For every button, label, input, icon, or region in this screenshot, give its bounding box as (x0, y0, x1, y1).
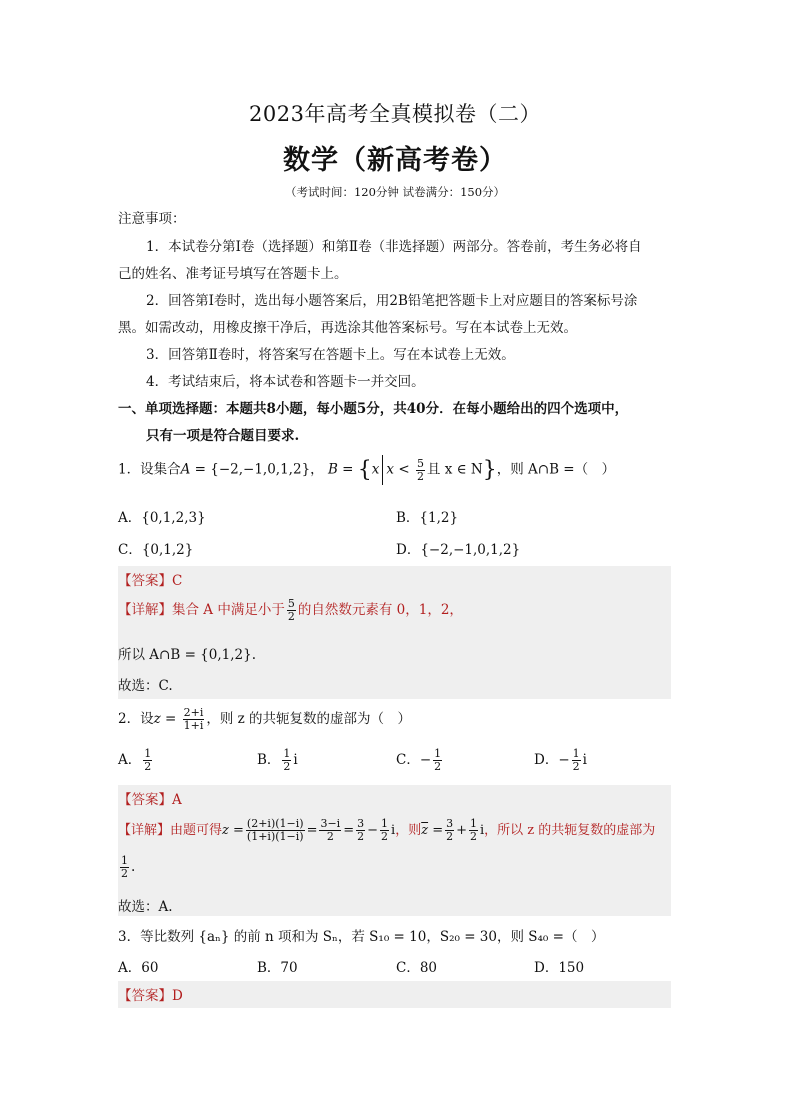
q1-set-bar (382, 455, 383, 485)
question-3-stem: 3．等比数列 {aₙ} 的前 n 项和为 Sₙ，若 S₁₀ = 10，S₂₀ = 30，则 S₄₀ =（ ） (118, 929, 605, 945)
q2-option-a[interactable] (118, 748, 154, 773)
q1-set-a-name: A (180, 461, 191, 478)
q2-fraction (183, 707, 205, 732)
q2-option-a-den: 2 (144, 760, 152, 773)
q2-detail-tag: 【详解】 (118, 823, 171, 838)
q2-option-a-num: 1 (144, 747, 152, 760)
q2-detail-f3-num: 3 (357, 817, 365, 830)
notice-item-3: 3．回答第Ⅱ卷时，将答案写在答题卡上。写在本试卷上无效。 (146, 347, 515, 363)
q1-lt: < (398, 461, 410, 478)
q1-brace-close: } (482, 457, 497, 483)
q1-detail (118, 598, 463, 623)
q2-option-b[interactable] (257, 748, 298, 773)
question-2-stem (118, 707, 411, 732)
q2-option-c-num: 1 (434, 747, 442, 760)
q1-tail: ，则 A∩B =（ ） (496, 461, 616, 478)
q2-prefix: 2．设 (118, 711, 154, 727)
q2-option-b-label: B． (257, 752, 281, 768)
q1-set-b-name: B (327, 461, 338, 478)
q2-detail-f5-den: 2 (446, 830, 454, 843)
q1-option-a[interactable]: A．{0,1,2,3} (118, 510, 206, 526)
q3-answer: 【答案】D (118, 988, 183, 1004)
q2-fraction-den: 1+i (183, 719, 204, 732)
q1-set-b-eq: = (342, 461, 354, 478)
q1-detail-text-2: 的自然数元素有 0，1，2， (297, 602, 463, 618)
q2-option-b-num: 1 (283, 747, 291, 760)
q2-detail-fraction-6 (469, 818, 478, 843)
q2-option-d-den: 2 (572, 760, 580, 773)
q2-option-c-label: C．− (396, 752, 432, 768)
section-heading-line-2: 只有一项是符合题目要求. (146, 428, 300, 444)
q1-option-c[interactable]: C．{0,1,2} (118, 542, 194, 558)
q2-detail-f4-num: 1 (381, 817, 389, 830)
exam-subject: 数学（新高考卷） (283, 145, 507, 176)
q1-var-x-2: x (386, 461, 395, 478)
q2-detail-f1-num: (2+i)(1−i) (246, 817, 304, 830)
q2-option-b-i: i (293, 752, 298, 768)
q2-detail-fraction-4 (380, 818, 389, 843)
q2-detail-last-num: 1 (121, 854, 128, 867)
q2-option-c-fraction (433, 748, 442, 773)
q2-conclusion: 故选：A. (118, 899, 173, 915)
q2-detail-f6-den: 2 (470, 830, 477, 843)
notice-item-2-line-1: 2．回答第Ⅰ卷时，选出每小题答案后，用2B铅笔把答题卡上对应题目的答案标号涂 (146, 293, 638, 309)
q2-detail-f4-den: 2 (381, 830, 389, 843)
q1-detail-fraction (287, 598, 296, 623)
q1-conclusion: 故选：C. (118, 678, 173, 694)
exam-title: 2023年高考全真模拟卷（二） (249, 102, 541, 126)
q3-answer-block (118, 981, 671, 1008)
q2-detail-z: z (222, 823, 229, 838)
q2-answer: 【答案】A (118, 792, 182, 808)
q2-tail: ，则 z 的共轭复数的虚部为（ ） (206, 711, 412, 727)
q1-detail-num: 5 (287, 597, 295, 610)
q1-brace-open: { (357, 457, 372, 483)
q1-answer: 【答案】C (118, 573, 183, 589)
q2-detail-fraction-2 (319, 818, 341, 843)
notice-item-2-line-2: 黑。如需改动，用橡皮擦干净后，再选涂其他答案标号。写在本试卷上无效。 (118, 320, 577, 336)
q2-var-z: z (153, 711, 161, 727)
q1-prefix: 1．设集合 (118, 461, 181, 478)
q2-option-a-fraction (143, 748, 152, 773)
exam-info: （考试时间：120分钟 试卷满分：150分） (284, 185, 506, 199)
q2-detail-f2-num: 3−i (320, 817, 341, 830)
q2-option-d-i: i (582, 752, 587, 768)
q2-detail-text-1: 由题可得 (170, 823, 223, 838)
q2-detail-f1-den: (1+i)(1−i) (246, 830, 304, 843)
question-1-stem (118, 455, 615, 485)
q2-option-d[interactable] (534, 748, 587, 773)
q2-detail-last: $\frac{1}{2}$ . (121, 854, 136, 880)
q1-detail-den: 2 (287, 610, 295, 623)
q1-set-a-value: = {−2,−1,0,1,2}， (194, 461, 324, 478)
q2-option-d-num: 1 (572, 747, 580, 760)
q2-detail-f6-num: 1 (470, 817, 477, 830)
q3-option-d[interactable]: D．150 (534, 960, 585, 976)
q2-option-c[interactable] (396, 748, 444, 773)
q1-fraction-num: 5 (416, 456, 424, 470)
q2-detail-f2-den: 2 (326, 830, 334, 843)
q1-detail-tag: 【详解】 (118, 602, 172, 618)
q1-detail-text-1: 集合 A 中满足小于 (172, 602, 285, 618)
q3-option-c[interactable]: C．80 (396, 960, 438, 976)
q2-detail-fraction-1 (246, 818, 305, 843)
q1-var-x: x (371, 461, 380, 478)
q2-detail-f3-den: 2 (357, 830, 365, 843)
q1-detail-line-2: 所以 A∩B = {0,1,2}. (118, 647, 256, 663)
q2-fraction-num: 2+i (183, 706, 204, 719)
q2-detail-fraction-5 (445, 818, 454, 843)
q2-detail-zbar: $\overline{z}$ (421, 823, 429, 838)
q1-option-b[interactable]: B．{1,2} (396, 510, 459, 526)
q2-detail-f5-num: 3 (446, 817, 454, 830)
q2-option-c-den: 2 (434, 760, 442, 773)
notice-item-1-line-1: 1．本试卷分第Ⅰ卷（选择题）和第Ⅱ卷（非选择题）两部分。答卷前，考生务必将自 (146, 239, 642, 255)
q2-option-b-den: 2 (283, 760, 291, 773)
q1-answer-block (118, 566, 671, 699)
q1-fraction-den: 2 (416, 469, 424, 483)
q2-answer-block (118, 785, 671, 916)
q2-detail-last-den: 2 (121, 867, 128, 880)
q2-detail-text-3: ，所以 z 的共轭复数的虚部为 (484, 823, 656, 838)
notice-item-1-line-2: 己的姓名、准考证号填写在答题卡上。 (118, 266, 348, 282)
q2-option-b-fraction (282, 748, 291, 773)
q2-detail-last-fraction (120, 855, 129, 880)
q1-option-d[interactable]: D．{−2,−1,0,1,2} (396, 542, 521, 558)
q3-option-b[interactable]: B．70 (257, 960, 298, 976)
q1-fraction (416, 458, 425, 483)
q2-eq: = (165, 711, 177, 727)
q2-detail: 【详解】由题可得z = $\frac{(2+i)(1-i)}{(1+i)(1-i)}$ = $\frac{3-i}{2}$ = $\frac{3}{2}$ − $\frac{1}{2}$ i，则$\overline{z}$ = $\frac{3}{2}$ + $\frac{1}{2}$ i，所以 z 的共轭复数的虚部为 (118, 817, 656, 843)
section-heading-line-1: 一、单项选择题：本题共8小题，每小题5分，共40分．在每小题给出的四个选项中， (118, 401, 629, 417)
q3-option-a[interactable]: A．60 (118, 960, 159, 976)
q2-option-d-label: D．− (534, 752, 570, 768)
q2-option-d-fraction (572, 748, 581, 773)
q2-detail-fraction-3 (356, 818, 365, 843)
q1-condition: 且 x ∈ N (426, 461, 483, 478)
q2-option-a-label: A． (118, 752, 142, 768)
notice-item-4: 4．考试结束后，将本试卷和答题卡一并交回。 (146, 374, 425, 390)
q2-detail-text-2: ，则 (395, 823, 422, 838)
notice-heading: 注意事项： (118, 211, 186, 227)
